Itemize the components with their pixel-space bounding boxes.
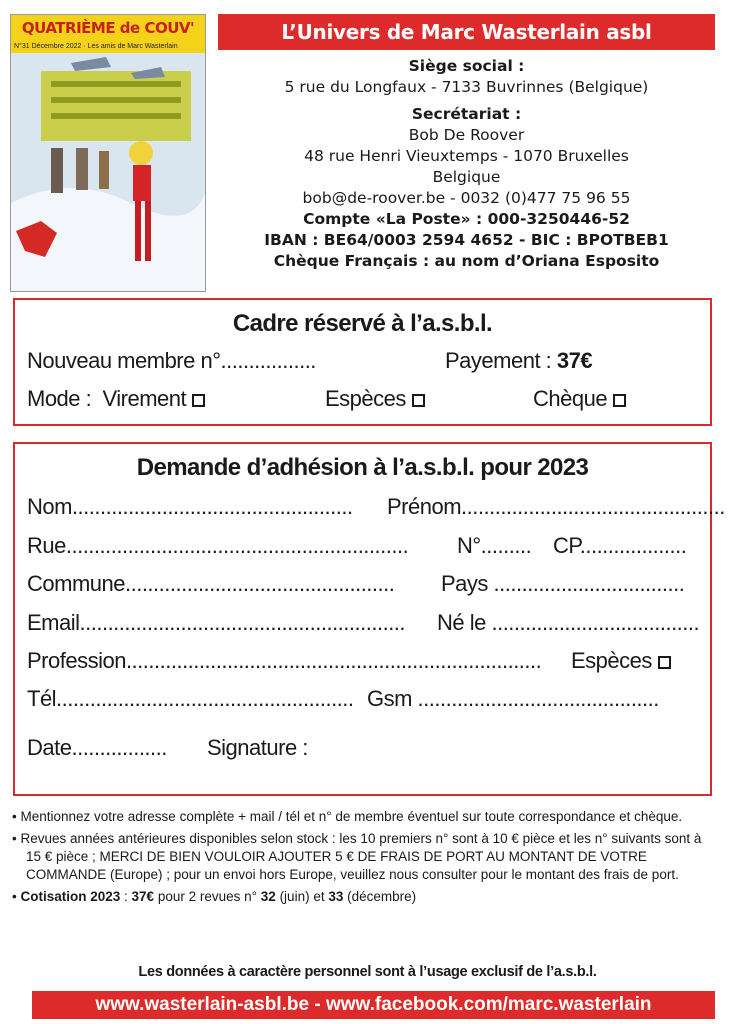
cheque-option	[533, 386, 626, 412]
footer-links[interactable]: www.wasterlain-asbl.be - www.facebook.com/marc.wasterlain	[32, 991, 715, 1019]
note-back-issues: • Revues années antérieures disponibles selon stock : les 10 premiers n° sont à 10 € pièce et les n° suivants sont à 15 € pièce ; MERCI DE BIEN VOULOIR AJOUTER 5 € DE FRAIS DE PORT AU MONTANT DE VOTRE COMMANDE (Europe) ; pour un envoi hors Europe, veuillez nous consulter pour le montant des frais de port.	[12, 830, 717, 884]
payment-label: Payement :	[445, 348, 552, 373]
organization-banner: L’Univers de Marc Wasterlain asbl	[218, 14, 715, 50]
form-especes-label: Espèces	[571, 648, 652, 673]
siege-label: Siège social :	[408, 57, 525, 75]
privacy-notice: Les données à caractère personnel sont à l’usage exclusif de l’a.s.b.l.	[138, 964, 597, 980]
signature-field[interactable]: Signature :	[207, 735, 308, 760]
notes	[12, 808, 717, 910]
prenom-field[interactable]: Prénom...............................................	[387, 494, 725, 519]
cover-subtitle: N°31 Décembre 2022 · Les amis de Marc Wasterlain	[11, 41, 205, 53]
note-cotisation: • Cotisation 2023 : 37€ pour 2 revues n° 32 (juin) et 33 (décembre)	[12, 888, 717, 906]
mode-line	[27, 386, 205, 412]
payment-amount: 37€	[556, 348, 593, 373]
pays-field[interactable]: Pays ..................................	[441, 571, 685, 596]
cp-field[interactable]: CP...................	[553, 533, 687, 558]
reserved-box	[13, 298, 712, 426]
nom-field[interactable]: Nom..................................................	[27, 494, 353, 519]
cheque-line: Chèque Français : au nom d’Oriana Esposito	[273, 252, 660, 270]
date-field[interactable]: Date.................	[27, 735, 167, 760]
virement-checkbox[interactable]	[192, 394, 205, 407]
reserved-title: Cadre réservé à l’a.s.b.l.	[232, 310, 493, 337]
member-number-field[interactable]: Nouveau membre n°.................	[27, 348, 316, 373]
email-field[interactable]: Email..........................................................	[27, 610, 406, 635]
membership-form-box	[13, 442, 725, 796]
virement-label: Virement	[102, 386, 187, 411]
contact-line: bob@de-roover.be - 0032 (0)477 75 96 55	[302, 189, 631, 207]
rue-field[interactable]: Rue.............................................................	[27, 533, 409, 558]
commune-field[interactable]: Commune................................................	[27, 571, 395, 596]
secretariat-label: Secrétariat :	[411, 105, 522, 123]
form-especes-checkbox[interactable]	[658, 656, 671, 669]
tel-field[interactable]: Tél.....................................................	[27, 686, 354, 711]
secretariat-block	[218, 104, 715, 272]
secretariat-name: Bob De Roover	[408, 126, 525, 144]
secretariat-country: Belgique	[432, 168, 501, 186]
compte-line: Compte «La Poste» : 000-3250446-52	[303, 210, 630, 228]
iban-line: IBAN : BE64/0003 2594 4652 - BIC : BPOTBEB1	[264, 231, 669, 249]
gsm-field[interactable]: Gsm ...........................................	[367, 686, 659, 711]
especes-option	[325, 386, 425, 412]
form-especes-option	[571, 648, 671, 674]
cover-image	[10, 14, 206, 292]
cover-title: QUATRIÈME de COUV'	[11, 15, 205, 41]
profession-field[interactable]: Profession..........................................................................	[27, 648, 542, 673]
secretariat-address: 48 rue Henri Vieuxtemps - 1070 Bruxelles	[304, 147, 629, 165]
note-address: • Mentionnez votre adresse complète + mail / tél et n° de membre éventuel sur toute correspondance et chèque.	[12, 808, 717, 826]
cheque-checkbox[interactable]	[613, 394, 626, 407]
cover-illustration	[11, 53, 205, 291]
form-title: Demande d’adhésion à l’a.s.b.l. pour 2023	[136, 454, 589, 481]
cheque-label: Chèque	[533, 386, 608, 411]
numero-field[interactable]: N°.........	[457, 533, 532, 558]
payment-line	[445, 348, 592, 374]
birthdate-field[interactable]: Né le .....................................	[437, 610, 700, 635]
siege-block	[218, 56, 715, 98]
mode-label: Mode :	[27, 386, 92, 411]
especes-label: Espèces	[325, 386, 406, 411]
siege-address: 5 rue du Longfaux - 7133 Buvrinnes (Belgique)	[284, 78, 649, 96]
especes-checkbox[interactable]	[412, 394, 425, 407]
